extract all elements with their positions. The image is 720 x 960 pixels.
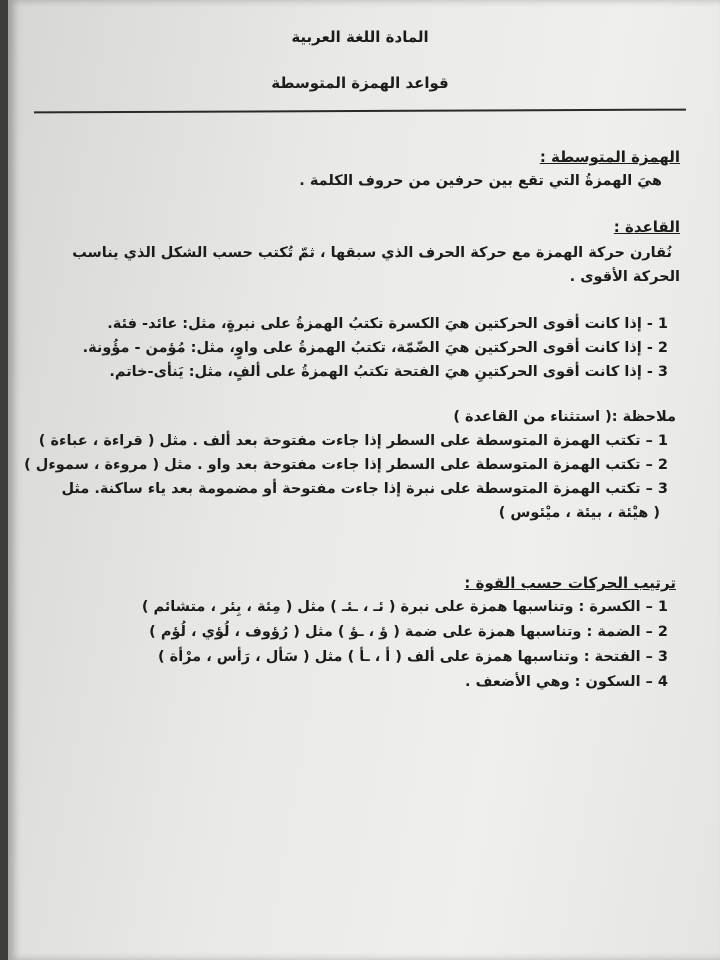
case-item-3: 3 - إذا كانت أقوى الحركتينِ هيَ الفتحة تكتبُ الهمزةُ على ألفٍ، مثل: يَنأى-خاتم. <box>109 364 668 380</box>
rule-heading: القاعدة : <box>613 218 680 236</box>
note-heading: ملاحظة :( استثناء من القاعدة ) <box>453 409 676 425</box>
note-item-2: 2 – تكتب الهمزة المتوسطة على السطر إذا جاءت مفتوحة بعد واو . مثل ( مروءة ، سموءل ) <box>24 457 668 473</box>
case-item-2: 2 - إذا كانت أقوى الحركتين هيَ الضّمّة، تكتبُ الهمزةُ على واوٍ، مثل: مُؤمن - مؤُونة. <box>82 340 668 356</box>
document-title: قواعد الهمزة المتوسطة <box>271 74 449 92</box>
rule-text-line-1: نُقارن حركة الهمزة مع حركة الحرف الذي سبقها ، ثمّ تُكتب حسب الشكل الذي يناسب <box>72 245 672 261</box>
subject-line: المادة اللغة العربية <box>291 28 429 46</box>
note-item-examples: ( هيْئة ، بيئة ، ميْئوس ) <box>498 505 660 521</box>
ranking-item-1: 1 – الكسرة : وتناسبها همزة على نبرة ( ئـ ، ـئـ ) مثل ( مِئة ، بِئر ، متشائم ) <box>141 599 668 615</box>
note-item-1: 1 – تكتب الهمزة المتوسطة على السطر إذا جاءت مفتوحة بعد ألف . مثل ( قراءة ، عباءة ) <box>38 433 668 449</box>
note-item-3: 3 – تكتب الهمزة المتوسطة على نبرة إذا جاءت مفتوحة أو مضمومة بعد ياء ساكنة. مثل <box>61 481 668 497</box>
ranking-item-4: 4 – السكون : وهي الأضعف . <box>465 674 668 690</box>
case-item-1: 1 - إذا كانت أقوى الحركتين هيَ الكسرة تكتبُ الهمزةُ على نبرةٍ، مثل: عائد- فئة. <box>107 316 668 332</box>
title-divider <box>34 109 686 114</box>
ranking-item-3: 3 – الفتحة : وتناسبها همزة على ألف ( أ ، ـأ ) مثل ( سَأل ، رَأس ، مرْأة ) <box>157 649 668 665</box>
definition-heading: الهمزة المتوسطة : <box>539 148 680 166</box>
ranking-item-2: 2 – الضمة : وتناسبها همزة على ضمة ( ؤ ، ـؤ ) مثل ( رُؤوف ، لُؤي ، لُؤم ) <box>149 624 668 640</box>
ranking-heading: ترتيب الحركات حسب القوة : <box>464 574 676 592</box>
rule-text-line-2: الحركة الأقوى . <box>569 269 680 285</box>
definition-text: هيَ الهمزةُ التي تقع بين حرفين من حروف الكلمة . <box>299 173 662 189</box>
